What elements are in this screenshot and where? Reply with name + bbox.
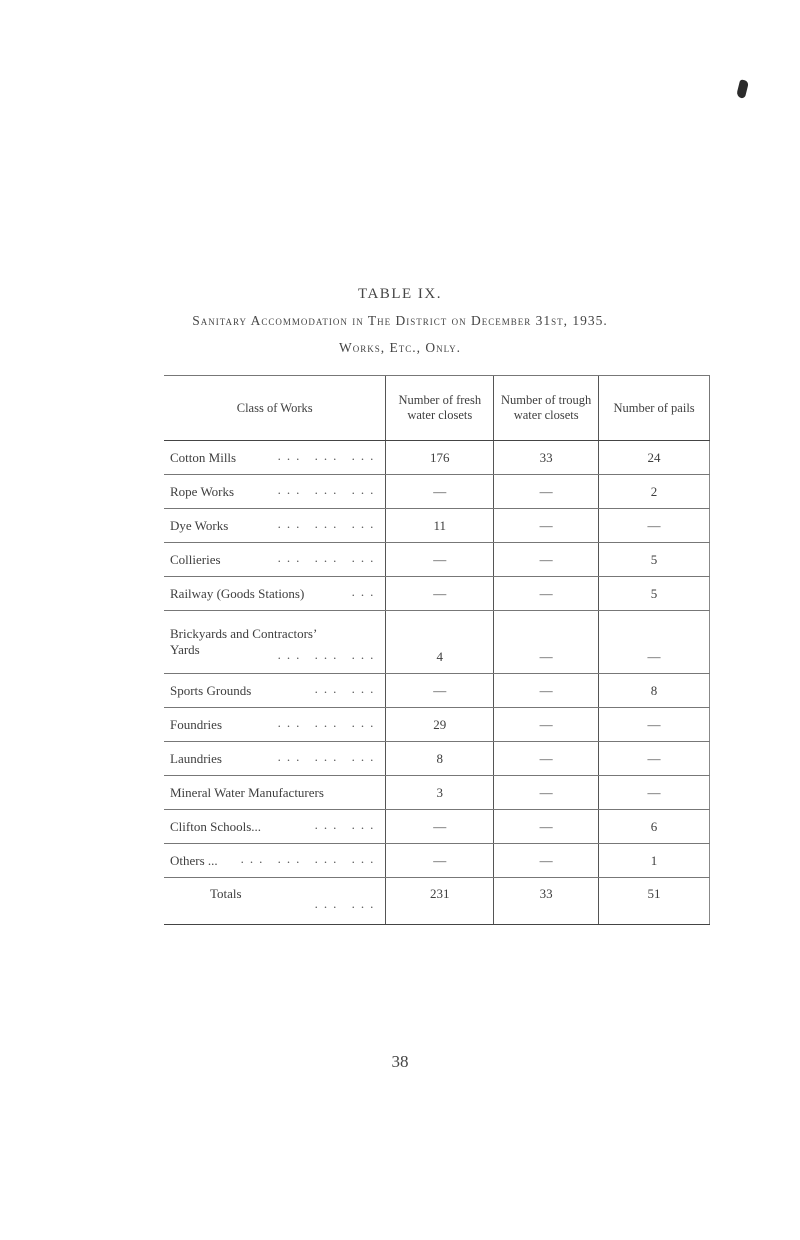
class-cell: [164, 611, 386, 674]
pails-cell: 6: [599, 810, 710, 844]
table-row: [164, 611, 710, 674]
total-trough: 33: [494, 878, 599, 925]
leader-dots: ... ... ...: [277, 715, 380, 730]
class-cell: [164, 810, 386, 844]
table-row: [164, 742, 710, 776]
table-row: [164, 674, 710, 708]
header-row: [164, 376, 710, 441]
class-of-works-label: Collieries: [170, 551, 221, 567]
pails-cell: —: [599, 776, 710, 810]
class-cell: [164, 708, 386, 742]
class-cell: [164, 543, 386, 577]
pails-cell: 1: [599, 844, 710, 878]
header-class-of-works: Class of Works: [164, 376, 386, 441]
class-of-works-label: Sports Grounds: [170, 682, 252, 698]
trough-cell: —: [494, 475, 599, 509]
class-of-works-label: Foundries: [170, 716, 222, 732]
table-row: [164, 776, 710, 810]
totals-label: Totals: [210, 886, 242, 901]
table-row: [164, 810, 710, 844]
class-cell: [164, 441, 386, 475]
leader-dots: ... ... ... ...: [240, 851, 380, 866]
fresh-cell: —: [386, 844, 494, 878]
pails-cell: 5: [599, 577, 710, 611]
pails-cell: —: [599, 509, 710, 543]
leader-dots: ... ... ...: [277, 482, 380, 497]
leader-dots: ... ... ...: [277, 550, 380, 565]
table-row: [164, 577, 710, 611]
total-pails: 51: [599, 878, 710, 925]
class-of-works-label: Clifton Schools...: [170, 818, 262, 834]
table-title: TABLE IX.: [358, 286, 442, 302]
leader-dots: ... ... ...: [277, 516, 380, 531]
totals-row: [164, 878, 710, 925]
class-cell: [164, 742, 386, 776]
pails-cell: —: [599, 742, 710, 776]
table-row: [164, 509, 710, 543]
trough-cell: —: [494, 844, 599, 878]
header-fresh-water-closets: Number of fresh water closets: [386, 376, 494, 441]
trough-cell: —: [494, 708, 599, 742]
fresh-cell: —: [386, 674, 494, 708]
leader-dots: ... ... ...: [277, 749, 380, 764]
pails-cell: 5: [599, 543, 710, 577]
trough-cell: —: [494, 509, 599, 543]
table-row: [164, 441, 710, 475]
fresh-cell: 11: [386, 509, 494, 543]
fresh-cell: 176: [386, 441, 494, 475]
class-cell: [164, 776, 386, 810]
class-of-works-label: Others ...: [170, 852, 218, 868]
class-cell: [164, 577, 386, 611]
header-pails: Number of pails: [599, 376, 710, 441]
trough-cell: —: [494, 742, 599, 776]
leader-dots: ... ... ...: [277, 448, 380, 463]
table-row: [164, 844, 710, 878]
trough-cell: —: [494, 776, 599, 810]
leader-dots: ... ... ...: [277, 647, 380, 662]
ink-blot-mark: [736, 79, 749, 99]
leader-dots: ... ...: [314, 896, 380, 911]
leader-dots: ...: [351, 584, 380, 599]
pails-cell: 8: [599, 674, 710, 708]
table-row: [164, 543, 710, 577]
fresh-cell: —: [386, 810, 494, 844]
fresh-cell: —: [386, 577, 494, 611]
totals-label-cell: [164, 878, 386, 925]
class-of-works-label: Dye Works: [170, 517, 229, 533]
class-cell: [164, 844, 386, 878]
class-of-works-label: Laundries: [170, 750, 222, 766]
table-row: [164, 708, 710, 742]
fresh-cell: —: [386, 475, 494, 509]
class-of-works-label: Rope Works: [170, 483, 235, 499]
class-cell: [164, 509, 386, 543]
sanitary-accommodation-table: [164, 375, 710, 925]
fresh-cell: —: [386, 543, 494, 577]
class-cell: [164, 674, 386, 708]
pails-cell: 2: [599, 475, 710, 509]
header-trough-water-closets: Number of trough water closets: [494, 376, 599, 441]
class-of-works-label: Mineral Water Manufacturers: [170, 784, 324, 800]
trough-cell: —: [494, 577, 599, 611]
table-subtitle-qualifier: Works, Etc., Only.: [338, 340, 462, 355]
trough-cell: —: [494, 543, 599, 577]
fresh-cell: 29: [386, 708, 494, 742]
class-of-works-label: Railway (Goods Stations): [170, 585, 305, 601]
pails-cell: —: [599, 611, 710, 674]
page-number: 38: [391, 1052, 409, 1071]
table-subtitle: Sanitary Accommodation in The District on December 31st, 1935.: [192, 313, 608, 328]
leader-dots: ... ...: [314, 681, 380, 696]
leader-dots: ... ...: [314, 817, 380, 832]
trough-cell: —: [494, 810, 599, 844]
pails-cell: 24: [599, 441, 710, 475]
trough-cell: —: [494, 611, 599, 674]
table-row: [164, 475, 710, 509]
trough-cell: —: [494, 674, 599, 708]
class-of-works-label: Brickyards and Contractors’ Yards: [170, 626, 317, 657]
class-cell: [164, 475, 386, 509]
fresh-cell: 4: [386, 611, 494, 674]
pails-cell: —: [599, 708, 710, 742]
total-fresh: 231: [386, 878, 494, 925]
fresh-cell: 3: [386, 776, 494, 810]
trough-cell: 33: [494, 441, 599, 475]
fresh-cell: 8: [386, 742, 494, 776]
class-of-works-label: Cotton Mills: [170, 449, 237, 465]
